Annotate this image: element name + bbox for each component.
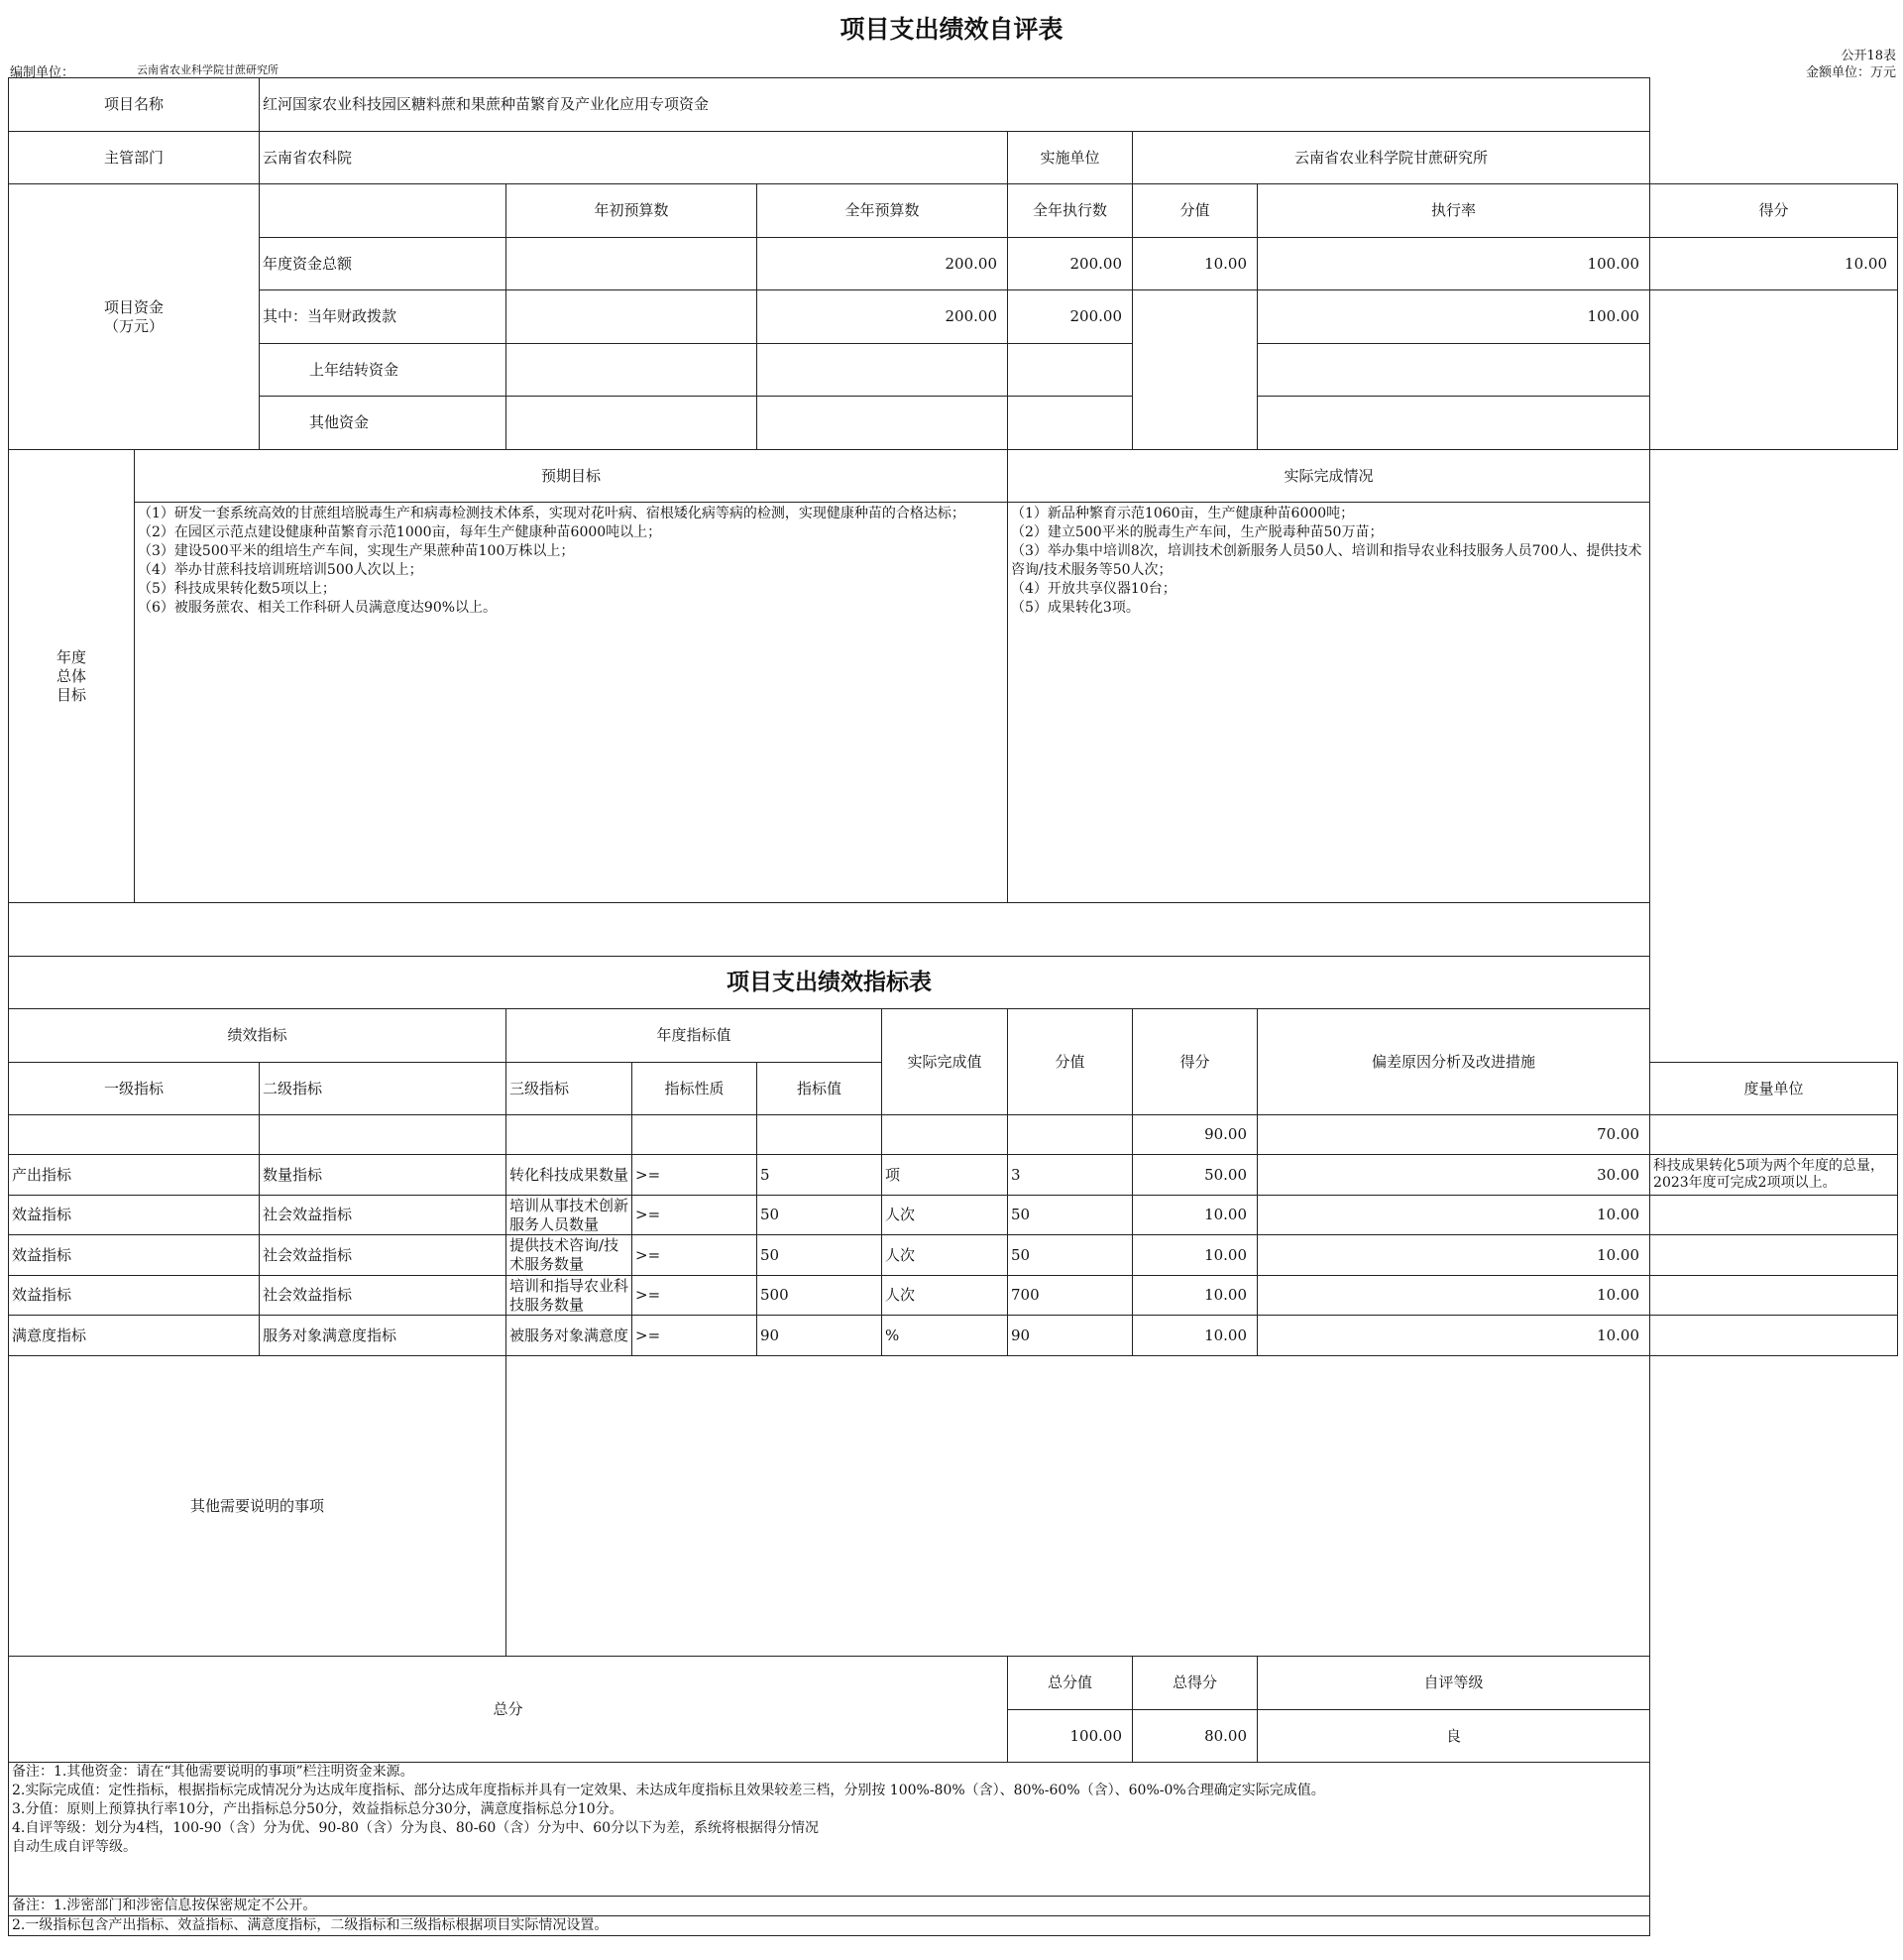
ind-value: 50 — [757, 1196, 882, 1235]
col-rate: 执行率 — [1258, 184, 1650, 238]
fund-annual — [757, 344, 1008, 397]
ind-score: 10.00 — [1258, 1276, 1650, 1316]
fund-score-value: 10.00 — [1133, 238, 1258, 290]
ind-l3: 被服务对象满意度 — [506, 1316, 632, 1356]
table-cell-blank — [632, 1115, 757, 1155]
ind-actual: 90 — [1008, 1316, 1133, 1356]
ind-value: 50 — [757, 1235, 882, 1276]
page-title: 项目支出绩效自评表 — [840, 15, 1063, 44]
grade-label: 自评等级 — [1258, 1657, 1650, 1710]
ind-score-value: 10.00 — [1133, 1196, 1258, 1235]
unit-header: 度量单位 — [1650, 1063, 1898, 1115]
total-score: 70.00 — [1258, 1115, 1650, 1155]
score-header: 得分 — [1133, 1009, 1258, 1115]
fund-row-label: 上年结转资金 — [260, 344, 506, 397]
table-cell-blank — [1650, 1115, 1898, 1155]
note2-line1: 备注：1.涉密部门和涉密信息按保密规定不公开。 — [9, 1897, 1650, 1916]
ind-unit: 项 — [882, 1155, 1008, 1196]
total-score-label: 总得分 — [1133, 1657, 1258, 1710]
table-cell-blank — [882, 1115, 1008, 1155]
value-header: 指标值 — [757, 1063, 882, 1115]
perf-indicator-header: 绩效指标 — [9, 1009, 506, 1063]
note2-line2: 2.一级指标包含产出指标、效益指标、满意度指标，二级指标和三级指标根据项目实际情况设置。 — [9, 1916, 1650, 1936]
total-score-value: 90.00 — [1133, 1115, 1258, 1155]
ind-l3: 培训和指导农业科技服务数量 — [506, 1276, 632, 1316]
fund-row-label: 其他资金 — [260, 397, 506, 450]
col-executed: 全年执行数 — [1008, 184, 1133, 238]
fund-rate — [1258, 344, 1650, 397]
fund-executed — [1008, 344, 1133, 397]
ind-score-value: 10.00 — [1133, 1316, 1258, 1356]
impl-value: 云南省农业科学院甘蔗研究所 — [1133, 132, 1650, 184]
unit-value: 云南省农业科学院甘蔗研究所 — [137, 63, 279, 76]
fund-row-label: 其中：当年财政拨款 — [260, 290, 506, 344]
ind-l3: 提供技术咨询/技术服务数量 — [506, 1235, 632, 1276]
table-row-blank — [9, 1115, 260, 1155]
self-evaluation-table — [8, 77, 1898, 1936]
ind-score: 10.00 — [1258, 1196, 1650, 1235]
ind-analysis — [1650, 1196, 1898, 1235]
fund-rate: 100.00 — [1258, 290, 1650, 344]
ind-l1: 产出指标 — [9, 1155, 260, 1196]
fund-annual: 200.00 — [757, 238, 1008, 290]
ind-value: 90 — [757, 1316, 882, 1356]
ind-actual: 50 — [1008, 1196, 1133, 1235]
ind-score-value: 50.00 — [1133, 1155, 1258, 1196]
ind-score-value: 10.00 — [1133, 1235, 1258, 1276]
col-score-value: 分值 — [1133, 184, 1258, 238]
expected-goals-header: 预期目标 — [135, 450, 1008, 503]
nature-header: 指标性质 — [632, 1063, 757, 1115]
ind-actual: 50 — [1008, 1235, 1133, 1276]
ind-actual: 700 — [1008, 1276, 1133, 1316]
analysis-header: 偏差原因分析及改进措施 — [1258, 1009, 1650, 1115]
col-annual-budget: 全年预算数 — [757, 184, 1008, 238]
score-value-header: 分值 — [1008, 1009, 1133, 1115]
actual-value-header: 实际完成值 — [882, 1009, 1008, 1115]
fund-initial — [506, 344, 757, 397]
ind-l1: 效益指标 — [9, 1235, 260, 1276]
ind-analysis — [1650, 1235, 1898, 1276]
fund-annual — [757, 397, 1008, 450]
ind-l1: 满意度指标 — [9, 1316, 260, 1356]
ind-score: 30.00 — [1258, 1155, 1650, 1196]
ind-l2: 数量指标 — [260, 1155, 506, 1196]
other-matters-label: 其他需要说明的事项 — [9, 1356, 506, 1657]
level3-header: 三级指标 — [506, 1063, 632, 1115]
level1-header: 一级指标 — [9, 1063, 260, 1115]
amount-unit: 金额单位：万元 — [1805, 65, 1896, 80]
ind-l1: 效益指标 — [9, 1196, 260, 1235]
ind-analysis — [1650, 1276, 1898, 1316]
table-cell-blank — [1008, 1115, 1133, 1155]
fund-initial — [506, 290, 757, 344]
ind-actual: 3 — [1008, 1155, 1133, 1196]
ind-l2: 社会效益指标 — [260, 1235, 506, 1276]
fund-rate: 100.00 — [1258, 238, 1650, 290]
project-name: 红河国家农业科技园区糖料蔗和果蔗种苗繁育及产业化应用专项资金 — [260, 78, 1650, 132]
total-value-label: 总分值 — [1008, 1657, 1133, 1710]
ind-unit: 人次 — [882, 1235, 1008, 1276]
unit-label: 编制单位： — [10, 65, 75, 80]
indicator-table-title: 项目支出绩效指标表 — [9, 957, 1650, 1009]
actual-status-header: 实际完成情况 — [1008, 450, 1650, 503]
ind-analysis — [1650, 1316, 1898, 1356]
table-cell-blank — [260, 1115, 506, 1155]
total-label: 总分 — [9, 1657, 1008, 1763]
ind-unit: % — [882, 1316, 1008, 1356]
spacer-row — [9, 903, 1650, 957]
fund-initial — [506, 238, 757, 290]
ind-nature: >= — [632, 1235, 757, 1276]
goals-label: 年度 总体 目标 — [9, 450, 135, 903]
fund-executed: 200.00 — [1008, 290, 1133, 344]
actual-status-text: （1）新品种繁育示范1060亩，生产健康种苗6000吨； （2）建立500平米的脱毒生产车间，生产脱毒种苗50万苗； （3）举办集中培训8次，培训技术创新服务人员50人、培训和指导农业科技服务人员700人、提供技术咨询/技术服务等50人次； （4）开放共享仪器10台； （5）成果转化3项。 — [1008, 503, 1650, 903]
table-number: 公开18表 — [1841, 49, 1896, 63]
ind-l2: 服务对象满意度指标 — [260, 1316, 506, 1356]
fund-score-blank — [1650, 290, 1898, 450]
ind-nature: >= — [632, 1316, 757, 1356]
ind-score: 10.00 — [1258, 1235, 1650, 1276]
fund-row-label: 年度资金总额 — [260, 238, 506, 290]
notes-block: 备注：1.其他资金：请在“其他需要说明的事项”栏注明资金来源。 2.实际完成值：定性指标，根据指标完成情况分为达成年度指标、部分达成年度指标并具有一定效果、未达成年度指标且效果较差三档，分别按 100%-80%（含）、80%-60%（含）、60%-0%合理确定实际完成值。 3.分值：原则上预算执行率10分，产出指标总分50分，效益指标总分30分，满意度指标总分10分。 4.自评等级：划分为4档，100-90（含）分为优、90-80（含）分为良、80-60（含）分为中、60分以下为差，系统将根据得分情况 自动生成自评等级。 — [9, 1763, 1650, 1897]
fund-executed — [1008, 397, 1133, 450]
fund-score: 10.00 — [1650, 238, 1898, 290]
expected-goals-text: （1）研发一套系统高效的甘蔗组培脱毒生产和病毒检测技术体系，实现对花叶病、宿根矮化病等病的检测，实现健康种苗的合格达标； （2）在园区示范点建设健康种苗繁育示范1000亩，每年生产健康种苗6000吨以上； （3）建设500平米的组培生产车间，实现生产果蔗种苗100万株以上； （4）举办甘蔗科技培训班培训500人次以上； （5）科技成果转化数5项以上； （6）被服务蔗农、相关工作科研人员满意度达90%以上。 — [135, 503, 1008, 903]
ind-value: 5 — [757, 1155, 882, 1196]
ind-unit: 人次 — [882, 1196, 1008, 1235]
ind-nature: >= — [632, 1196, 757, 1235]
ind-l2: 社会效益指标 — [260, 1276, 506, 1316]
dept-label: 主管部门 — [9, 132, 260, 184]
dept-value: 云南省农科院 — [260, 132, 1008, 184]
fund-score-value-blank — [1133, 290, 1258, 450]
ind-score: 10.00 — [1258, 1316, 1650, 1356]
ind-l2: 社会效益指标 — [260, 1196, 506, 1235]
table-cell-blank — [506, 1115, 632, 1155]
ind-unit: 人次 — [882, 1276, 1008, 1316]
fund-annual: 200.00 — [757, 290, 1008, 344]
ind-value: 500 — [757, 1276, 882, 1316]
annual-indicator-header: 年度指标值 — [506, 1009, 882, 1063]
ind-l3: 培训从事技术创新服务人员数量 — [506, 1196, 632, 1235]
ind-nature: >= — [632, 1276, 757, 1316]
ind-analysis: 科技成果转化5项为两个年度的总量，2023年度可完成2项项以上。 — [1650, 1155, 1898, 1196]
total-score-value-final: 80.00 — [1133, 1710, 1258, 1763]
total-value: 100.00 — [1008, 1710, 1133, 1763]
fund-rate — [1258, 397, 1650, 450]
col-initial-budget: 年初预算数 — [506, 184, 757, 238]
col-score: 得分 — [1650, 184, 1898, 238]
ind-l1: 效益指标 — [9, 1276, 260, 1316]
fund-initial — [506, 397, 757, 450]
funds-label: 项目资金 （万元） — [9, 184, 260, 450]
ind-nature: >= — [632, 1155, 757, 1196]
ind-score-value: 10.00 — [1133, 1276, 1258, 1316]
fund-executed: 200.00 — [1008, 238, 1133, 290]
table-cell-blank — [757, 1115, 882, 1155]
project-name-label: 项目名称 — [9, 78, 260, 132]
impl-label: 实施单位 — [1008, 132, 1133, 184]
self-grade: 良 — [1258, 1710, 1650, 1763]
ind-l3: 转化科技成果数量 — [506, 1155, 632, 1196]
level2-header: 二级指标 — [260, 1063, 506, 1115]
other-matters-value — [506, 1356, 1650, 1657]
funds-header-blank — [260, 184, 506, 238]
